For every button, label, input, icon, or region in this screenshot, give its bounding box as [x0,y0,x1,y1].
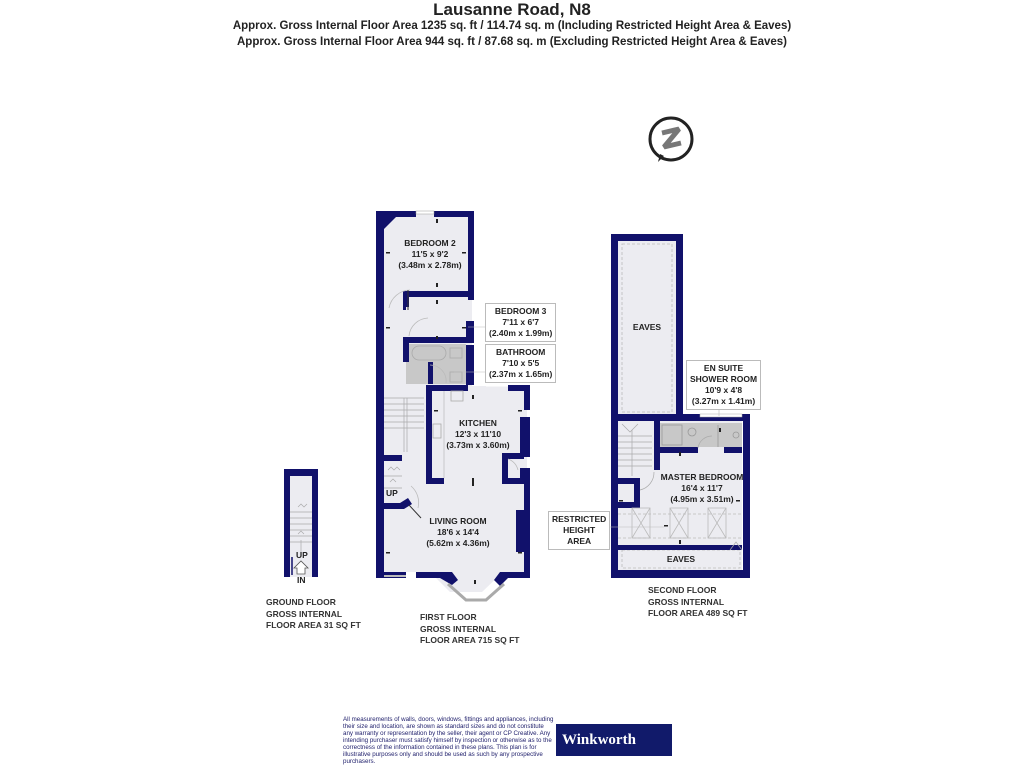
floor-gross: GROSS INTERNAL [266,608,343,619]
room-size-metric: (5.62m x 4.36m) [426,538,490,548]
room-name: BEDROOM 2 [404,238,456,248]
brand-logo: Winkworth [556,724,672,756]
restricted-line1: RESTRICTED [552,514,607,524]
floor-name: FIRST FLOOR [420,612,477,622]
room-size-metric: (3.27m x 1.41m) [691,396,756,406]
first-floor-area-label [420,612,520,647]
room-label-master-bedroom [656,472,748,505]
room-label-eaves-bottom: EAVES [666,554,696,564]
room-name-2: SHOWER ROOM [690,374,758,384]
floor-name: GROUND FLOOR [266,597,336,607]
callout-restricted-height [548,511,610,550]
floor-gross: GROSS INTERNAL [420,623,497,634]
room-label-bedroom2 [386,238,474,271]
room-size-metric: (3.73m x 3.60m) [446,440,510,450]
page-title: Lausanne Road, N8 [433,0,591,19]
entrance-label: IN [297,575,306,585]
floor-gross: GROSS INTERNAL [648,596,725,607]
room-size-imperial: 12'3 x 11'10 [454,429,502,439]
area-including: Approx. Gross Internal Floor Area 1235 sq. ft / 114.74 sq. m (Including Restricted Height Area & Eaves) [232,20,792,32]
restricted-line2: HEIGHT [563,525,596,535]
room-size-metric: (2.40m x 1.99m) [489,328,553,338]
room-label-eaves-top: EAVES [632,322,662,332]
room-size-imperial: 18'6 x 14'4 [437,527,479,537]
room-label-living-room [414,516,502,549]
floor-area: FLOOR AREA 489 SQ FT [648,608,748,618]
room-size-metric: (3.48m x 2.78m) [398,260,462,270]
room-size-imperial: 7'11 x 6'7 [502,317,539,327]
stairs-up-label-ground: UP [296,550,308,560]
stairs-up-label-first: UP [386,488,398,498]
floor-area: FLOOR AREA 715 SQ FT [420,635,520,645]
room-name: LIVING ROOM [429,516,487,526]
room-size-imperial: 7'10 x 5'5 [502,358,540,368]
room-name: EN SUITE [703,363,744,373]
disclaimer-text: All measurements of walls, doors, windows, fittings and appliances, including their size and location, are shown as standard sizes and do not constitute any warranty or representation by the seller, their agent or CP Creative. Any intending purchaser must satisfy himself by inspection or otherwise as to the correctness of the information contained in these plans. This plan is for illustrative purposes only and should be used as such by any prospective purchasers. [343,716,554,765]
callout-bedroom3 [485,303,556,342]
room-size-metric: (4.95m x 3.51m) [670,494,734,504]
room-name: BEDROOM 3 [494,306,547,316]
ground-floor-area-label [266,597,361,632]
callout-bathroom [485,344,556,383]
floor-area: FLOOR AREA 31 SQ FT [266,620,361,630]
room-name: MASTER BEDROOM [660,472,744,482]
room-label-kitchen [438,418,518,451]
room-name: KITCHEN [459,418,497,428]
room-name: BATHROOM [495,347,546,357]
floor-name: SECOND FLOOR [648,585,717,595]
area-excluding: Approx. Gross Internal Floor Area 944 sq. ft / 87.68 sq. m (Excluding Restricted Height Area & Eaves) [236,36,788,48]
room-size-metric: (2.37m x 1.65m) [489,369,553,379]
room-size-imperial: 10'9 x 4'8 [704,385,743,395]
second-floor-area-label [648,585,748,620]
restricted-line3: AREA [567,536,592,546]
callout-ensuite [686,360,761,410]
room-size-imperial: 11'5 x 9'2 [411,249,449,259]
room-size-imperial: 16'4 x 11'7 [681,483,723,493]
